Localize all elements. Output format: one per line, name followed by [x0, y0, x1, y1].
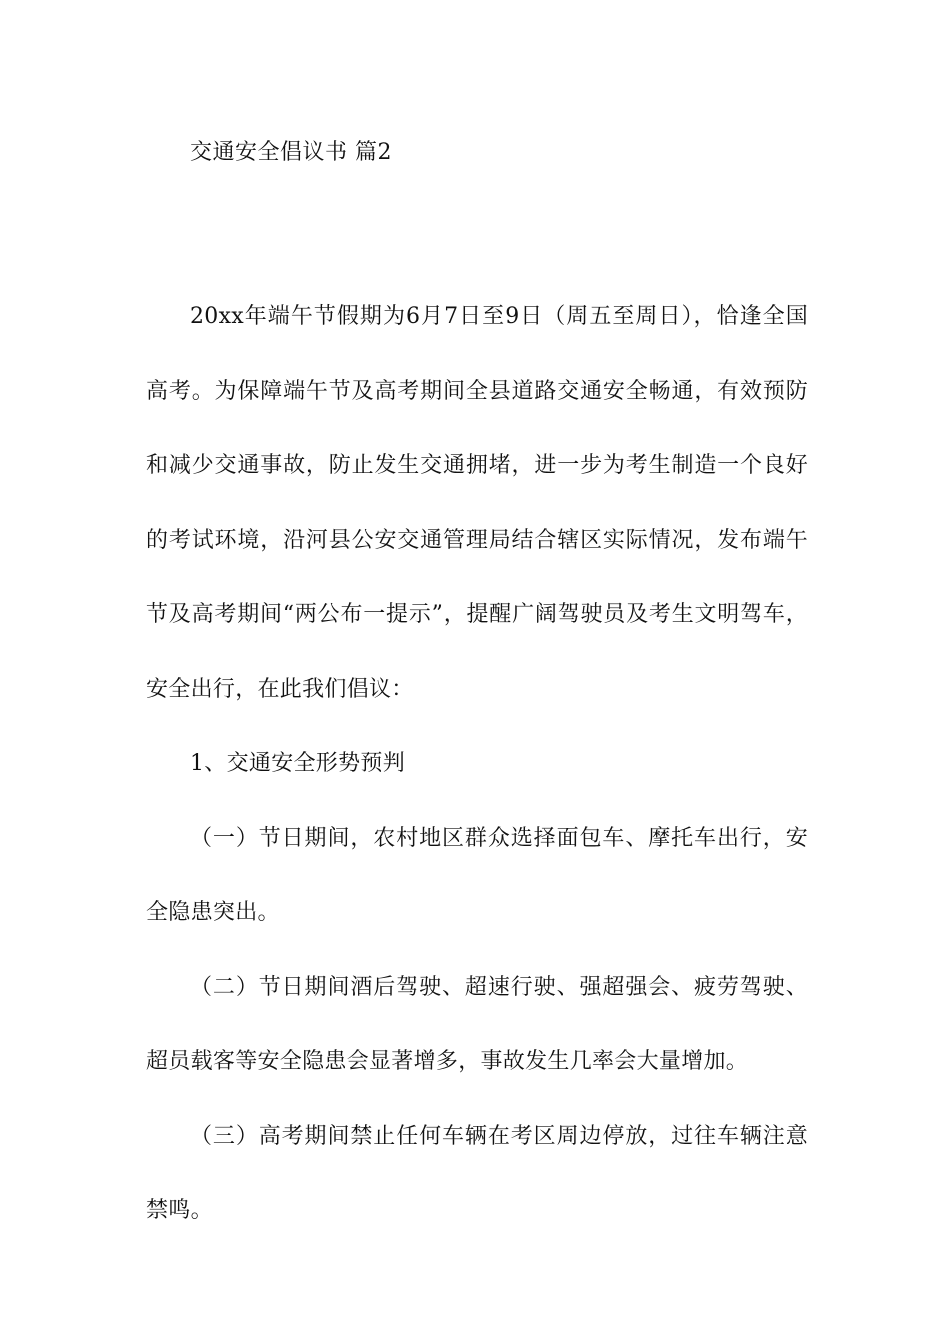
- paragraph-item-2: （二）节日期间酒后驾驶、超速行驶、强超强会、疲劳驾驶、超员载客等安全隐患会显著增多，事故发生几率会大量增加。: [146, 974, 808, 1074]
- document-title: 交通安全倡议书 篇2: [190, 140, 392, 165]
- document-body: [146, 280, 808, 1249]
- paragraph-intro: 20xx年端午节假期为6月7日至9日（周五至周日），恰逢全国高考。为保障端午节及高考期间全县道路交通安全畅通，有效预防和减少交通事故，防止发生交通拥堵，进一步为考生制造一个良好的考试环境，沿河县公安交通管理局结合辖区实际情况，发布端午节及高考期间“两公布一提示”，提醒广阔驾驶员及考生文明驾车，安全出行，在此我们倡议：: [146, 304, 808, 702]
- paragraph-item-3: （三）高考期间禁止任何车辆在考区周边停放，过往车辆注意禁鸣。: [146, 1123, 808, 1223]
- paragraph-item-1: （一）节日期间，农村地区群众选择面包车、摩托车出行，安全隐患突出。: [146, 825, 808, 925]
- paragraph-section-heading: 1、交通安全形势预判: [190, 751, 405, 776]
